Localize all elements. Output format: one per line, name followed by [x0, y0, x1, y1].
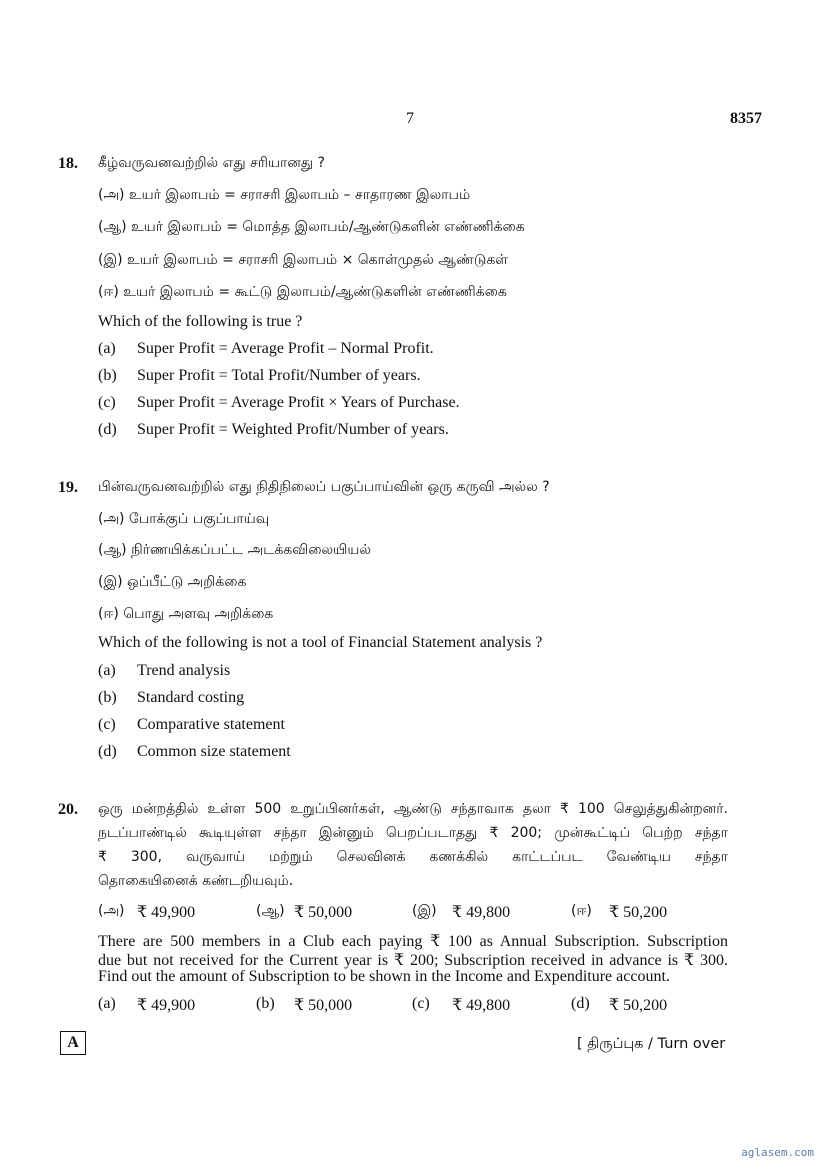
q20-english-line: There are 500 members in a Club each paying ₹ 100 as Annual Subscription. Subscription	[98, 933, 728, 950]
page-number: 7	[406, 110, 414, 127]
q19-tamil-question: பின்வருவனவற்றில் எது நிதிநிலைப் பகுப்பாய்வின் ஒரு கருவி அல்ல ?	[98, 479, 550, 495]
paper-code: 8357	[730, 110, 762, 127]
q19-option-label: (b)	[98, 689, 117, 706]
q20-tamil-option-label: (இ)	[412, 903, 437, 919]
q20-english-line: Find out the amount of Subscription to be shown in the Income and Expenditure account.	[98, 968, 670, 985]
q19-tamil-option-4: (ஈ) பொது அளவு அறிக்கை	[98, 606, 274, 622]
q20-tamil-option-value: ₹ 50,000	[294, 904, 353, 921]
q18-option-text: Super Profit = Weighted Profit/Number of years.	[137, 421, 449, 438]
q19-tamil-option-2: (ஆ) நிர்ணயிக்கப்பட்ட அடக்கவிலையியல்	[98, 542, 372, 558]
q18-option-text: Super Profit = Average Profit – Normal Profit.	[137, 340, 434, 357]
q20-tamil-line: நடப்பாண்டில் கூடியுள்ள சந்தா இன்னும் பெறப்படாதது ₹ 200; முன்கூட்டிப் பெற்ற சந்தா	[98, 825, 728, 841]
q20-option-label: (a)	[98, 995, 116, 1012]
q18-option-label: (a)	[98, 340, 116, 357]
turn-over-label: [ திருப்புக / Turn over	[577, 1036, 726, 1052]
q20-tamil-line: ஒரு மன்றத்தில் உள்ள 500 உறுப்பினர்கள், ஆண்டு சந்தாவாக தலா ₹ 100 செலுத்துகின்றனர்.	[98, 801, 728, 817]
q18-english-question: Which of the following is true ?	[98, 313, 303, 330]
q19-tamil-option-1: (அ) போக்குப் பகுப்பாய்வு	[98, 511, 270, 527]
q18-option-text: Super Profit = Average Profit × Years of Purchase.	[137, 394, 460, 411]
q20-english-line: due but not received for the Current year is ₹ 200; Subscription received in advance is ₹ 300.	[98, 952, 728, 969]
q20-option-value: ₹ 49,900	[137, 997, 196, 1014]
q19-option-label: (d)	[98, 743, 117, 760]
q20-tamil-option-value: ₹ 49,900	[137, 904, 196, 921]
q19-number: 19.	[58, 479, 78, 496]
q18-tamil-option-1: (அ) உயர் இலாபம் = சராசரி இலாபம் – சாதாரண இலாபம்	[98, 187, 471, 203]
q20-tamil-option-value: ₹ 50,200	[609, 904, 668, 921]
q20-option-label: (c)	[412, 995, 430, 1012]
q20-option-label: (b)	[256, 995, 275, 1012]
q18-option-label: (d)	[98, 421, 117, 438]
q18-option-label: (c)	[98, 394, 116, 411]
q18-tamil-option-4: (ஈ) உயர் இலாபம் = கூட்டு இலாபம்/ஆண்டுகளின் எண்ணிக்கை	[98, 284, 507, 300]
q20-option-value: ₹ 49,800	[452, 997, 511, 1014]
q20-option-value: ₹ 50,000	[294, 997, 353, 1014]
q20-tamil-option-value: ₹ 49,800	[452, 904, 511, 921]
q20-number: 20.	[58, 801, 78, 818]
q19-option-label: (a)	[98, 662, 116, 679]
q18-option-label: (b)	[98, 367, 117, 384]
q18-tamil-option-3: (இ) உயர் இலாபம் = சராசரி இலாபம் × கொள்முதல் ஆண்டுகள்	[98, 252, 508, 268]
q20-tamil-line: ₹ 300, வருவாய் மற்றும் செலவினக் கணக்கில் காட்டப்பட வேண்டிய சந்தா	[98, 849, 728, 865]
q20-option-label: (d)	[571, 995, 590, 1012]
q19-option-text: Standard costing	[137, 689, 245, 706]
q18-tamil-question: கீழ்வருவனவற்றில் எது சரியானது ?	[98, 155, 325, 171]
q18-option-text: Super Profit = Total Profit/Number of years.	[137, 367, 421, 384]
q20-tamil-option-label: (ஆ)	[256, 903, 285, 919]
q19-option-text: Trend analysis	[137, 662, 231, 679]
q19-option-text: Comparative statement	[137, 716, 285, 733]
q19-option-label: (c)	[98, 716, 116, 733]
watermark: aglasem.com	[741, 1146, 814, 1159]
q20-option-value: ₹ 50,200	[609, 997, 668, 1014]
series-box: A	[60, 1031, 86, 1055]
q18-number: 18.	[58, 155, 78, 172]
q20-tamil-option-label: (ஈ)	[571, 903, 592, 919]
q19-english-question: Which of the following is not a tool of Financial Statement analysis ?	[98, 634, 543, 651]
q20-tamil-option-label: (அ)	[98, 903, 125, 919]
q19-tamil-option-3: (இ) ஒப்பீட்டு அறிக்கை	[98, 574, 247, 590]
q19-option-text: Common size statement	[137, 743, 291, 760]
q20-tamil-line: தொகையினைக் கண்டறியவும்.	[98, 873, 294, 889]
q18-tamil-option-2: (ஆ) உயர் இலாபம் = மொத்த இலாபம்/ஆண்டுகளின் எண்ணிக்கை	[98, 219, 525, 235]
